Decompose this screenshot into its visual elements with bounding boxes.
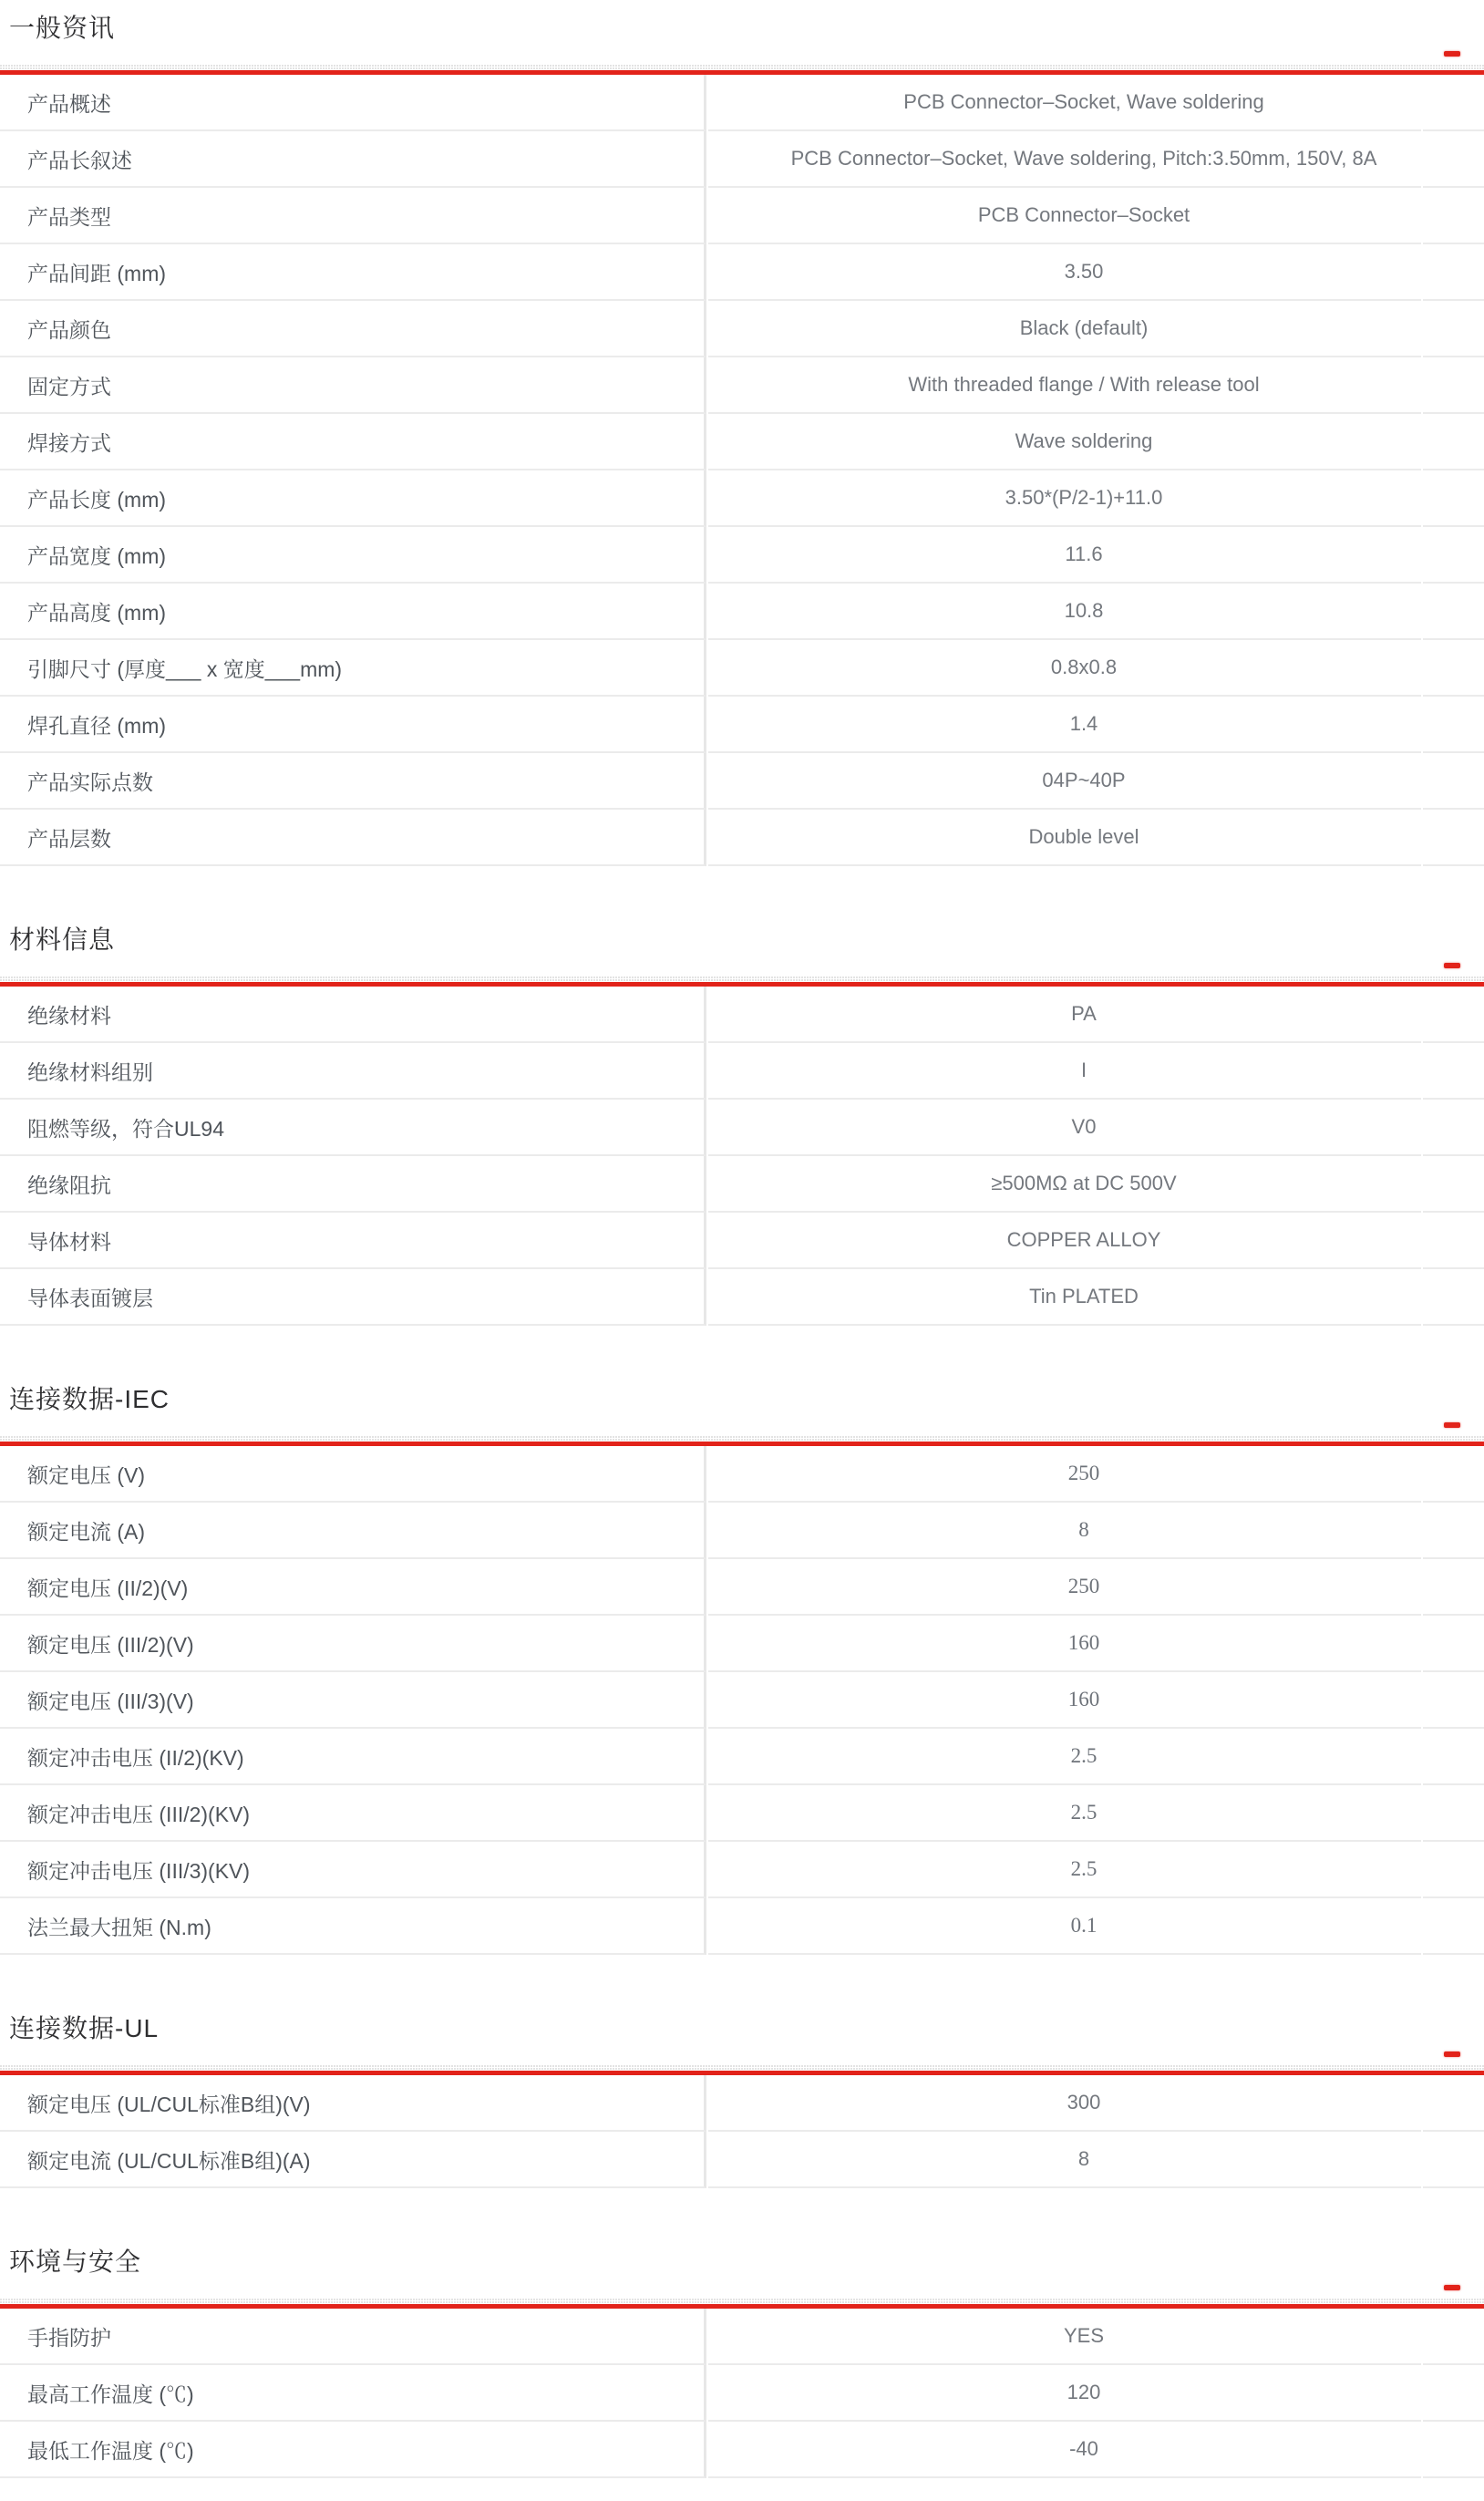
spec-label: 产品高度 (mm)	[0, 584, 706, 640]
spec-row	[0, 584, 1484, 640]
spec-row	[0, 2132, 1484, 2188]
spec-label: 额定电压 (III/2)(V)	[0, 1616, 706, 1672]
spec-row	[0, 301, 1484, 357]
spec-section	[0, 2013, 1484, 2188]
spec-row	[0, 640, 1484, 697]
spec-label: 固定方式	[0, 357, 706, 414]
spec-row	[0, 2365, 1484, 2422]
spec-spare-cell	[1423, 1043, 1484, 1100]
spec-label: 产品概述	[0, 75, 706, 131]
spec-value: 160	[708, 1616, 1421, 1672]
spec-spare-cell	[1423, 131, 1484, 188]
spec-label: 额定电压 (II/2)(V)	[0, 1559, 706, 1616]
spec-value: 8	[708, 1503, 1421, 1559]
spec-label: 产品宽度 (mm)	[0, 527, 706, 584]
spec-spare-cell	[1423, 527, 1484, 584]
spec-table	[0, 75, 1484, 866]
spec-row	[0, 1898, 1484, 1955]
section-title: 连接数据-UL	[9, 2014, 160, 2042]
spec-spare-cell	[1423, 1729, 1484, 1785]
spec-row	[0, 1842, 1484, 1898]
spec-spare-cell	[1423, 2075, 1484, 2132]
spec-spare-cell	[1423, 1503, 1484, 1559]
spec-spare-cell	[1423, 1213, 1484, 1269]
section-rule	[0, 2064, 1484, 2075]
spec-row	[0, 2422, 1484, 2478]
spec-row	[0, 1043, 1484, 1100]
spec-value: Tin PLATED	[708, 1269, 1421, 1326]
spec-section	[0, 0, 1484, 866]
section-title: 连接数据-IEC	[9, 1385, 170, 1413]
spec-label: 额定冲击电压 (III/3)(KV)	[0, 1842, 706, 1898]
spec-spare-cell	[1423, 75, 1484, 131]
spec-spare-cell	[1423, 244, 1484, 301]
spec-row	[0, 1785, 1484, 1842]
rule-dot-texture	[0, 2298, 1484, 2304]
spec-value: 3.50	[708, 244, 1421, 301]
spec-spare-cell	[1423, 810, 1484, 866]
spec-value: PCB Connector–Socket, Wave soldering, Pitch:3.50mm, 150V, 8A	[708, 131, 1421, 188]
spec-value: With threaded flange / With release tool	[708, 357, 1421, 414]
spec-row	[0, 1559, 1484, 1616]
spec-row	[0, 2309, 1484, 2365]
spec-value: 160	[708, 1672, 1421, 1729]
spec-spare-cell	[1423, 987, 1484, 1043]
spec-spare-cell	[1423, 1616, 1484, 1672]
spec-label: 产品长度 (mm)	[0, 470, 706, 527]
section-rule	[0, 976, 1484, 987]
spec-value: 2.5	[708, 1785, 1421, 1842]
spec-row	[0, 75, 1484, 131]
spec-row	[0, 1503, 1484, 1559]
spec-spare-cell	[1423, 357, 1484, 414]
spec-row	[0, 357, 1484, 414]
spec-label: 额定电压 (V)	[0, 1446, 706, 1503]
spec-label: 产品间距 (mm)	[0, 244, 706, 301]
spec-label: 产品长叙述	[0, 131, 706, 188]
spec-row	[0, 1156, 1484, 1213]
rule-dot-texture	[0, 1435, 1484, 1442]
spec-row	[0, 1672, 1484, 1729]
spec-value: 3.50*(P/2-1)+11.0	[708, 470, 1421, 527]
spec-spare-cell	[1423, 1559, 1484, 1616]
spec-row	[0, 188, 1484, 244]
spec-row	[0, 1213, 1484, 1269]
spec-label: 额定冲击电压 (II/2)(KV)	[0, 1729, 706, 1785]
section-header	[0, 2247, 1484, 2298]
spec-spare-cell	[1423, 2309, 1484, 2365]
rule-dot-texture	[0, 64, 1484, 70]
spec-label: 绝缘阻抗	[0, 1156, 706, 1213]
spec-row	[0, 414, 1484, 470]
spec-value: 2.5	[708, 1842, 1421, 1898]
spec-value: 0.8x0.8	[708, 640, 1421, 697]
spec-row	[0, 470, 1484, 527]
collapse-section-minus-icon[interactable]	[1444, 1422, 1460, 1428]
spec-spare-cell	[1423, 584, 1484, 640]
section-header	[0, 1384, 1484, 1435]
spec-value: YES	[708, 2309, 1421, 2365]
spec-label: 引脚尺寸 (厚度___ x 宽度___mm)	[0, 640, 706, 697]
spec-section	[0, 2247, 1484, 2478]
spec-value: Wave soldering	[708, 414, 1421, 470]
spec-value: 0.1	[708, 1898, 1421, 1955]
spec-spare-cell	[1423, 301, 1484, 357]
spec-label: 导体材料	[0, 1213, 706, 1269]
collapse-section-minus-icon[interactable]	[1444, 51, 1460, 57]
spec-table	[0, 2309, 1484, 2478]
spec-spare-cell	[1423, 2132, 1484, 2188]
section-rule	[0, 2298, 1484, 2309]
spec-section	[0, 925, 1484, 1326]
collapse-section-minus-icon[interactable]	[1444, 963, 1460, 968]
spec-spare-cell	[1423, 470, 1484, 527]
spec-spare-cell	[1423, 2422, 1484, 2478]
spec-label: 阻燃等级，符合UL94	[0, 1100, 706, 1156]
spec-value: 2.5	[708, 1729, 1421, 1785]
spec-spare-cell	[1423, 1156, 1484, 1213]
spec-row	[0, 1269, 1484, 1326]
section-rule	[0, 64, 1484, 75]
spec-spare-cell	[1423, 753, 1484, 810]
spec-label: 最高工作温度 (℃)	[0, 2365, 706, 2422]
collapse-section-minus-icon[interactable]	[1444, 2051, 1460, 2057]
spec-spare-cell	[1423, 1785, 1484, 1842]
spec-table	[0, 987, 1484, 1326]
section-header	[0, 2013, 1484, 2064]
spec-value: Black (default)	[708, 301, 1421, 357]
spec-spare-cell	[1423, 1446, 1484, 1503]
spec-value: 04P~40P	[708, 753, 1421, 810]
spec-row	[0, 1616, 1484, 1672]
section-title: 一般资讯	[9, 14, 116, 42]
section-title: 材料信息	[9, 925, 116, 954]
spec-row	[0, 1729, 1484, 1785]
spec-value: PA	[708, 987, 1421, 1043]
spec-value: 300	[708, 2075, 1421, 2132]
spec-label: 产品颜色	[0, 301, 706, 357]
spec-spare-cell	[1423, 1269, 1484, 1326]
spec-label: 导体表面镀层	[0, 1269, 706, 1326]
spec-label: 产品类型	[0, 188, 706, 244]
spec-label: 焊接方式	[0, 414, 706, 470]
spec-label: 额定电压 (UL/CUL标准B组)(V)	[0, 2075, 706, 2132]
spec-value: 11.6	[708, 527, 1421, 584]
spec-value: 8	[708, 2132, 1421, 2188]
spec-label: 额定电流 (A)	[0, 1503, 706, 1559]
spec-row	[0, 131, 1484, 188]
spec-spare-cell	[1423, 640, 1484, 697]
spec-value: PCB Connector–Socket	[708, 188, 1421, 244]
spec-row	[0, 810, 1484, 866]
spec-spare-cell	[1423, 188, 1484, 244]
spec-value: 1.4	[708, 697, 1421, 753]
spec-row	[0, 1100, 1484, 1156]
spec-value: PCB Connector–Socket, Wave soldering	[708, 75, 1421, 131]
spec-value: V0	[708, 1100, 1421, 1156]
spec-label: 产品层数	[0, 810, 706, 866]
spec-value: 120	[708, 2365, 1421, 2422]
section-header	[0, 925, 1484, 976]
spec-value: Double level	[708, 810, 1421, 866]
spec-value: 250	[708, 1559, 1421, 1616]
collapse-section-minus-icon[interactable]	[1444, 2285, 1460, 2290]
spec-row	[0, 987, 1484, 1043]
rule-dot-texture	[0, 976, 1484, 982]
section-title: 环境与安全	[9, 2248, 142, 2276]
spec-label: 手指防护	[0, 2309, 706, 2365]
spec-value: COPPER ALLOY	[708, 1213, 1421, 1269]
spec-value: 10.8	[708, 584, 1421, 640]
spec-label: 绝缘材料组别	[0, 1043, 706, 1100]
spec-value: 250	[708, 1446, 1421, 1503]
spec-label: 额定冲击电压 (III/2)(KV)	[0, 1785, 706, 1842]
section-header	[0, 13, 1484, 64]
spec-label: 绝缘材料	[0, 987, 706, 1043]
spec-spare-cell	[1423, 414, 1484, 470]
spec-row	[0, 2075, 1484, 2132]
rule-dot-texture	[0, 2064, 1484, 2071]
spec-spare-cell	[1423, 1842, 1484, 1898]
spec-label: 额定电流 (UL/CUL标准B组)(A)	[0, 2132, 706, 2188]
spec-row	[0, 697, 1484, 753]
section-rule	[0, 1435, 1484, 1446]
spec-table	[0, 1446, 1484, 1955]
spec-row	[0, 527, 1484, 584]
spec-label: 最低工作温度 (℃)	[0, 2422, 706, 2478]
spec-label: 焊孔直径 (mm)	[0, 697, 706, 753]
spec-section	[0, 1384, 1484, 1955]
spec-spare-cell	[1423, 1898, 1484, 1955]
spec-table	[0, 2075, 1484, 2188]
spec-value: I	[708, 1043, 1421, 1100]
spec-row	[0, 753, 1484, 810]
spec-value: ≥500MΩ at DC 500V	[708, 1156, 1421, 1213]
spec-spare-cell	[1423, 2365, 1484, 2422]
spec-label: 额定电压 (III/3)(V)	[0, 1672, 706, 1729]
spec-value: -40	[708, 2422, 1421, 2478]
spec-row	[0, 244, 1484, 301]
spec-row	[0, 1446, 1484, 1503]
spec-label: 产品实际点数	[0, 753, 706, 810]
spec-spare-cell	[1423, 1100, 1484, 1156]
spec-spare-cell	[1423, 697, 1484, 753]
spec-label: 法兰最大扭矩 (N.m)	[0, 1898, 706, 1955]
spec-spare-cell	[1423, 1672, 1484, 1729]
